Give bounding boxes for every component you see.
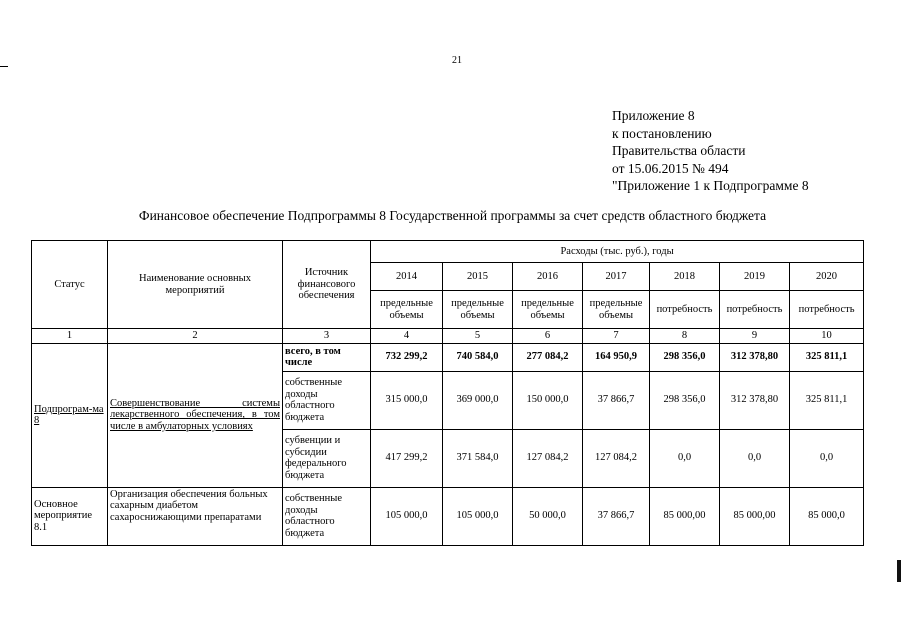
value-cell: 127 084,2 [513, 429, 583, 487]
header-year: 2015 [443, 263, 513, 291]
column-number: 3 [283, 329, 371, 344]
value-cell: 127 084,2 [583, 429, 650, 487]
header-source: Источник финансового обеспечения [283, 241, 371, 329]
value-cell: 740 584,0 [443, 343, 513, 371]
column-number: 6 [513, 329, 583, 344]
value-cell: 85 000,0 [790, 487, 864, 545]
value-cell: 369 000,0 [443, 371, 513, 429]
source-cell: собственные доходы областного бюджета [283, 371, 371, 429]
value-cell: 732 299,2 [371, 343, 443, 371]
header-year: 2019 [720, 263, 790, 291]
column-number: 2 [108, 329, 283, 344]
header-activities: Наименование основных мероприятий [108, 241, 283, 329]
value-cell: 371 584,0 [443, 429, 513, 487]
appendix-line: от 15.06.2015 № 494 [612, 160, 729, 176]
header-year: 2014 [371, 263, 443, 291]
subprogram-name: Совершенствование системы лекарственного обеспечения, в том числе в амбулаторных условиях [108, 343, 283, 487]
appendix-line: к постановлению [612, 125, 712, 141]
value-cell: 105 000,0 [443, 487, 513, 545]
column-number: 7 [583, 329, 650, 344]
source-cell: собственные доходы областного бюджета [283, 487, 371, 545]
header-kind: предельные объемы [583, 291, 650, 329]
source-cell: всего, в том числе [283, 343, 371, 371]
edge-mark [897, 560, 901, 582]
value-cell: 277 084,2 [513, 343, 583, 371]
header-kind: предельные объемы [443, 291, 513, 329]
value-cell: 0,0 [790, 429, 864, 487]
value-cell: 85 000,00 [720, 487, 790, 545]
appendix-line: Приложение 8 [612, 108, 695, 123]
column-number: 1 [32, 329, 108, 344]
value-cell: 164 950,9 [583, 343, 650, 371]
value-cell: 312 378,80 [720, 371, 790, 429]
column-number: 4 [371, 329, 443, 344]
value-cell: 37 866,7 [583, 487, 650, 545]
header-year: 2017 [583, 263, 650, 291]
column-number: 5 [443, 329, 513, 344]
column-number: 10 [790, 329, 864, 344]
value-cell: 105 000,0 [371, 487, 443, 545]
document-title: Финансовое обеспечение Подпрограммы 8 Государственной программы за счет средств областного бюджета [138, 208, 767, 223]
appendix-line: "Приложение 1 к Подпрограмме 8 [612, 178, 809, 193]
header-year: 2016 [513, 263, 583, 291]
header-year: 2020 [790, 263, 864, 291]
appendix-line: Правительства области [612, 143, 746, 158]
value-cell: 325 811,1 [790, 371, 864, 429]
value-cell: 0,0 [650, 429, 720, 487]
value-cell: 417 299,2 [371, 429, 443, 487]
subprogram-status: Подпрограм-ма 8 [32, 343, 108, 487]
value-cell: 325 811,1 [790, 343, 864, 371]
value-cell: 50 000,0 [513, 487, 583, 545]
value-cell: 37 866,7 [583, 371, 650, 429]
financing-table [31, 240, 864, 546]
margin-mark [0, 66, 8, 67]
value-cell: 298 356,0 [650, 371, 720, 429]
value-cell: 312 378,80 [720, 343, 790, 371]
measure-name: Организация обеспечения больных сахарным диабетом сахароснижающими препаратами [108, 487, 283, 545]
value-cell: 0,0 [720, 429, 790, 487]
header-kind: предельные объемы [513, 291, 583, 329]
value-cell: 150 000,0 [513, 371, 583, 429]
header-expenses: Расходы (тыс. руб.), годы [371, 241, 864, 263]
value-cell: 315 000,0 [371, 371, 443, 429]
header-kind: потребность [720, 291, 790, 329]
source-cell: субвенции и субсидии федерального бюджета [283, 429, 371, 487]
column-number: 8 [650, 329, 720, 344]
header-year: 2018 [650, 263, 720, 291]
header-kind: потребность [650, 291, 720, 329]
header-kind: потребность [790, 291, 864, 329]
value-cell: 85 000,00 [650, 487, 720, 545]
measure-status: Основное мероприятие 8.1 [32, 487, 108, 545]
column-number: 9 [720, 329, 790, 344]
appendix-block [612, 107, 809, 195]
header-kind: предельные объемы [371, 291, 443, 329]
value-cell: 298 356,0 [650, 343, 720, 371]
header-status: Статус [32, 241, 108, 329]
page-number: 21 [452, 55, 462, 66]
